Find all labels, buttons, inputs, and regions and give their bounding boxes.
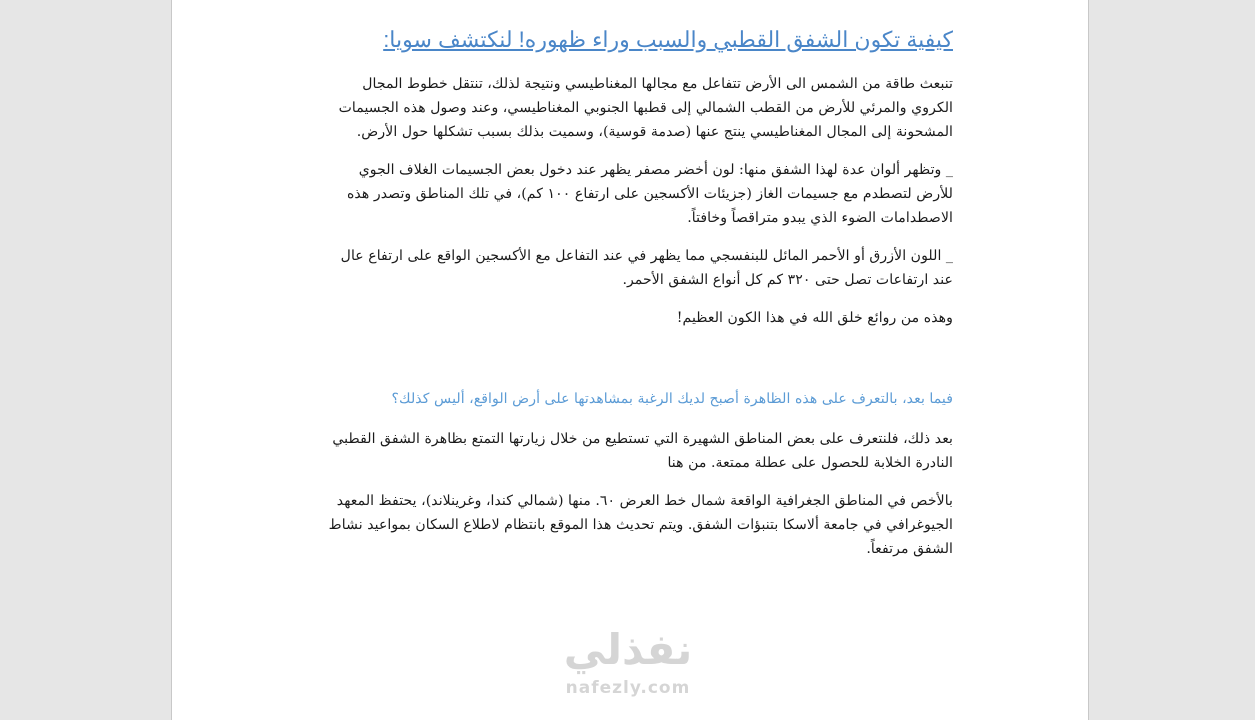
paragraph-closing-remark: وهذه من روائع خلق الله في هذا الكون العظيم!	[676, 310, 953, 326]
watermark-latin-text: nafezly.com	[565, 678, 691, 698]
watermark-arabic-text: نفذلي	[563, 625, 693, 674]
section-subheading: فيما بعد، بالتعرف على هذه الظاهرة أصبح لديك الرغبة بمشاهدتها على أرض الواقع، أليس كذلك؟	[391, 391, 953, 407]
paragraph-green-color: _ وتظهر ألوان عدة لهذا الشفق منها: لون أخضر مصفر يظهر عند دخول بعض الجسيمات الغلاف الجوي للأرض لتصطدم مع جسيمات الغاز (جزيئات الأكسجين على ارتفاع ١٠٠ كم)، في تلك المناطق وتصدر هذه الاصطدامات الضوء الذي يبدو متراقصاً وخافتاً.	[346, 162, 953, 226]
watermark-logo	[548, 622, 708, 712]
section-2	[320, 427, 953, 561]
document-title: كيفية تكون الشفق القطبي والسبب وراء ظهوره! لنكتشف سويا:	[383, 27, 953, 52]
paragraph-geographic-regions: بالأخص في المناطق الجغرافية الواقعة شمال خط العرض ٦٠. منها (شمالي كندا، وغرينلاند)، يحتفظ المعهد الجيوغرافي في جامعة ألاسكا بتنبؤات الشفق. ويتم تحديث هذا الموقع بانتظام لاطلاع السكان بمواعيد نشاط الشفق مرتفعاً.	[328, 493, 953, 557]
paragraph-blue-red-color: _ اللون الأزرق أو الأحمر المائل للبنفسجي مما يظهر في عند التفاعل مع الأكسجين الواقع على ارتفاع عال عند ارتفاعات تصل حتى ٣٢٠ كم كل أنواع الشفق الأحمر.	[340, 248, 953, 288]
paragraph-solar-energy: تنبعث طاقة من الشمس الى الأرض تتفاعل مع مجالها المغناطيسي ونتيجة لذلك، تنتقل خطوط المجال الكروي والمرئي للأرض من القطب الشمالي إلى قطبها الجنوبي المغناطيسي، وعند وصول هذه الجسيمات المشحونة إلى المجال المغناطيسي ينتج عنها (صدمة قوسية)، وسميت بذلك بسبب تشكلها حول الأرض.	[338, 76, 953, 140]
document-page	[171, 0, 1089, 720]
paragraph-famous-places: بعد ذلك، فلنتعرف على بعض المناطق الشهيرة التي تستطيع من خلال زيارتها التمتع بظاهرة الشفق القطبي النادرة الخلابة للحصول على عطلة ممتعة. من هنا	[332, 431, 953, 471]
section-1	[320, 72, 953, 330]
